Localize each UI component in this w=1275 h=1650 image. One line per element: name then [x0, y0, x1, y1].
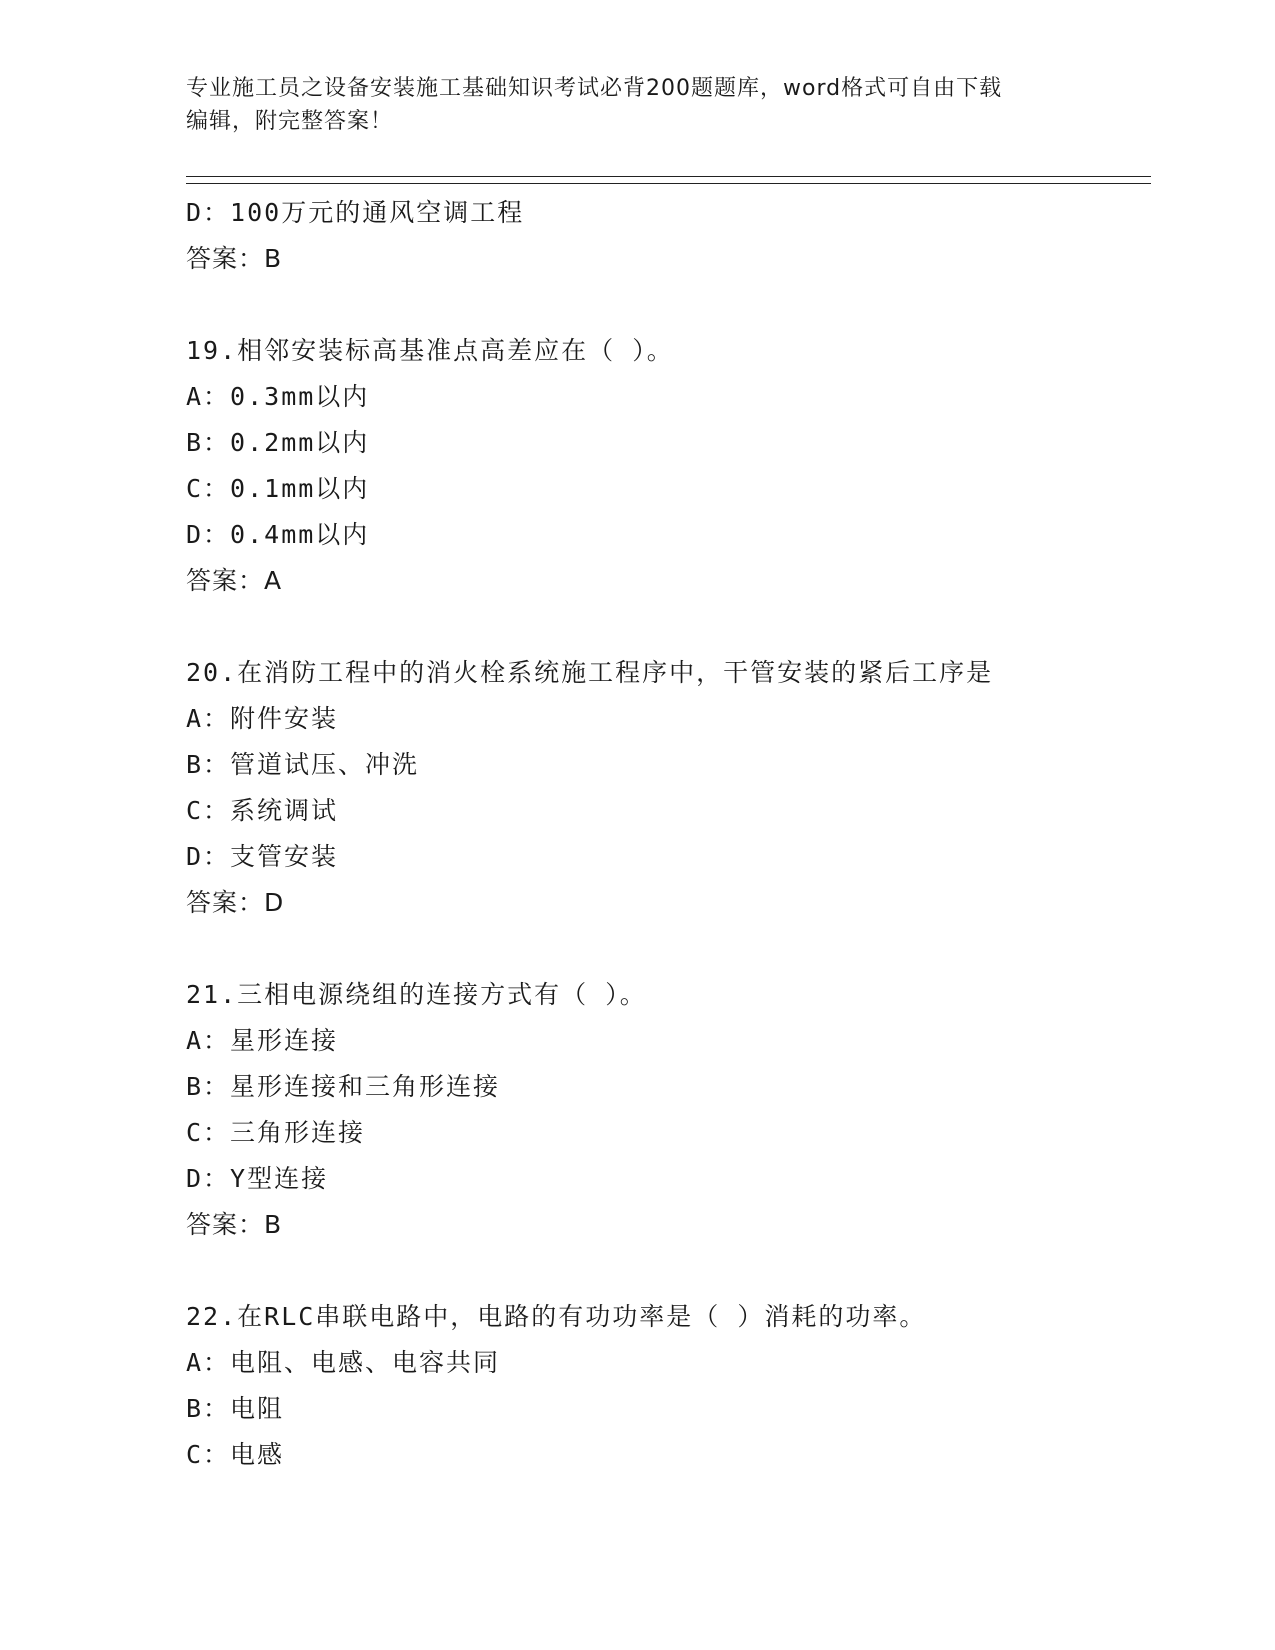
spacer: [186, 1248, 1151, 1294]
option-b: B：电阻: [186, 1394, 285, 1423]
option-d: D：0.4mm以内: [186, 520, 370, 549]
option-c: C：电感: [186, 1440, 285, 1469]
question-text: 20.在消防工程中的消火栓系统施工程序中，干管安装的紧后工序是: [186, 658, 994, 687]
spacer: [186, 282, 1151, 328]
header-line-1: 专业施工员之设备安装施工基础知识考试必背200题题库，word格式可自由下载: [186, 76, 1003, 101]
option-a: A：电阻、电感、电容共同: [186, 1348, 501, 1377]
question-text: 21.三相电源绕组的连接方式有（ ）。: [186, 980, 647, 1009]
spacer: [186, 604, 1151, 650]
option-d: D：支管安装: [186, 842, 339, 871]
option-b: B：0.2mm以内: [186, 428, 370, 457]
option-b: B：管道试压、冲洗: [186, 750, 420, 779]
header-double-rule: [186, 176, 1151, 184]
question-text: 22.在RLC串联电路中，电路的有功功率是（ ）消耗的功率。: [186, 1302, 927, 1331]
question-22: [186, 1294, 1151, 1478]
question-text: 19.相邻安装标高基准点高差应在（ ）。: [186, 336, 674, 365]
spacer: [186, 926, 1151, 972]
option-d: D：100万元的通风空调工程: [186, 198, 525, 227]
question-20: [186, 650, 1151, 926]
question-18: [186, 190, 1151, 282]
option-d: D：Y型连接: [186, 1164, 329, 1193]
question-21: [186, 972, 1151, 1248]
answer: 答案：B: [186, 1210, 283, 1239]
option-a: A：0.3mm以内: [186, 382, 370, 411]
option-b: B：星形连接和三角形连接: [186, 1072, 501, 1101]
header-line-2: 编辑，附完整答案！: [186, 109, 394, 134]
answer: 答案：D: [186, 888, 285, 917]
answer: 答案：A: [186, 566, 283, 595]
option-c: C：三角形连接: [186, 1118, 366, 1147]
question-19: [186, 328, 1151, 604]
option-a: A：附件安装: [186, 704, 339, 733]
document-header: [186, 72, 1086, 138]
option-c: C：0.1mm以内: [186, 474, 370, 503]
document-body: [186, 190, 1151, 1478]
answer: 答案：B: [186, 244, 283, 273]
option-a: A：星形连接: [186, 1026, 339, 1055]
option-c: C：系统调试: [186, 796, 339, 825]
